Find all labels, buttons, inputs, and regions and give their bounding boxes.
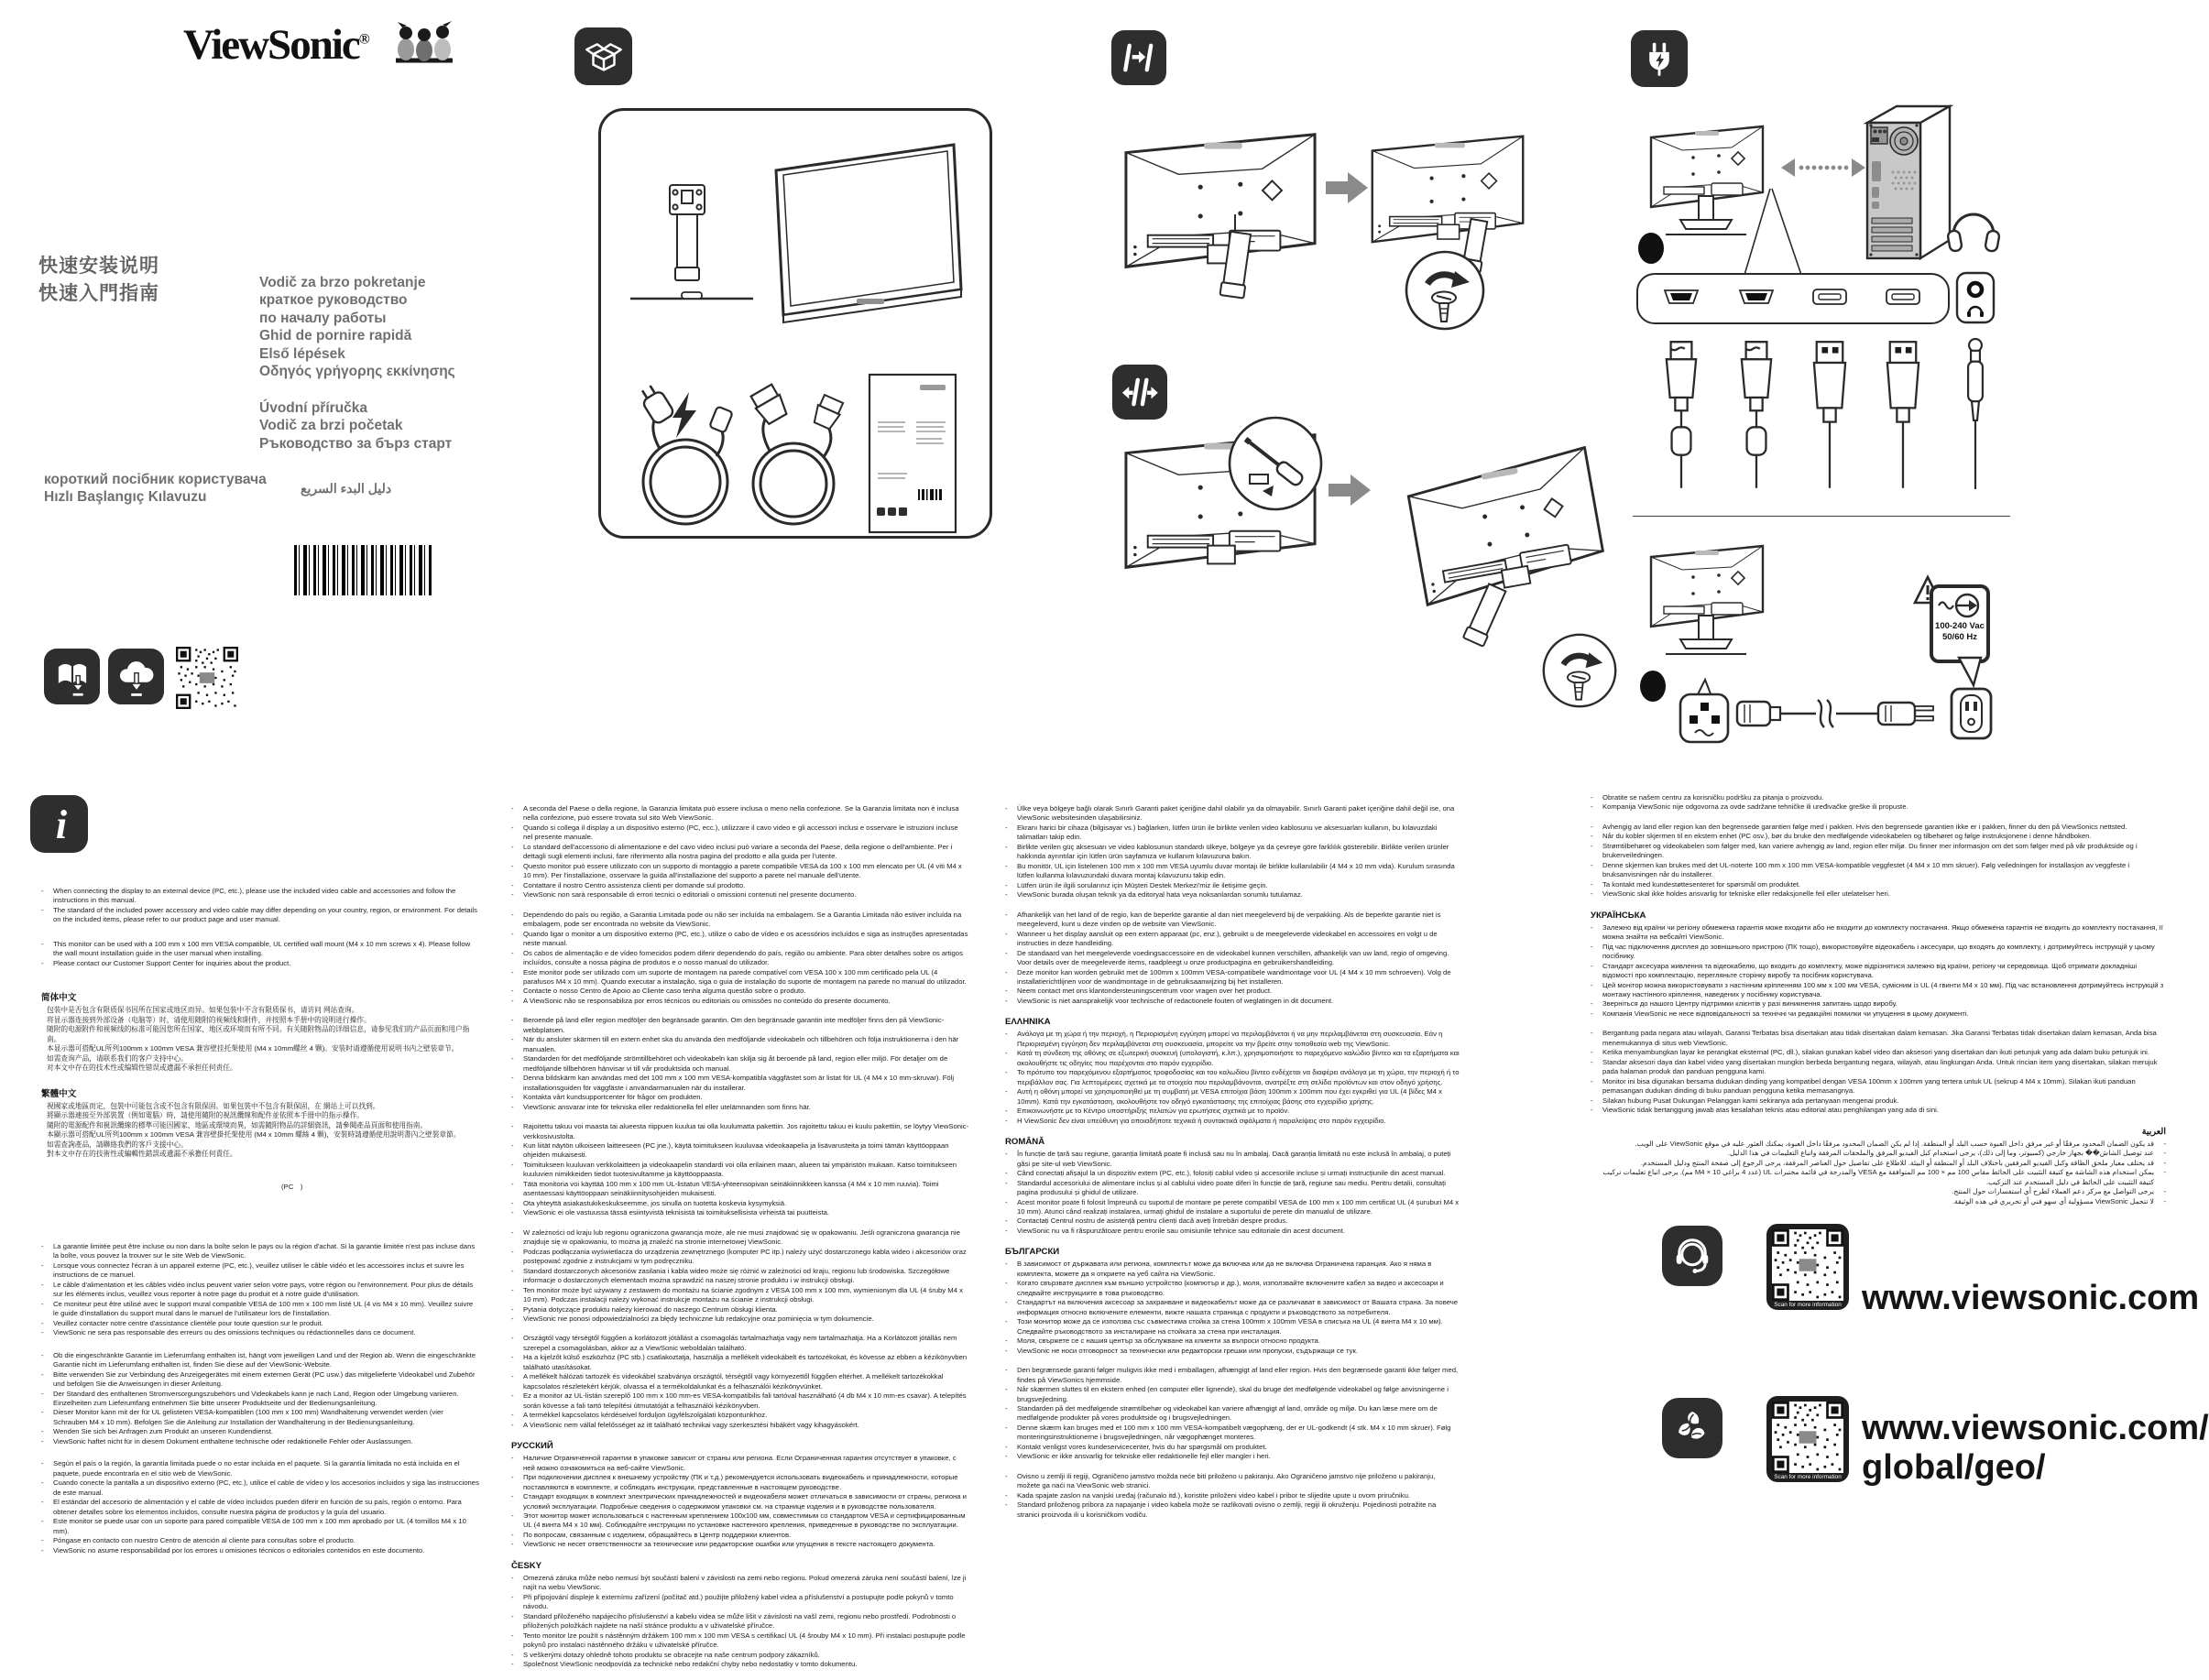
assembly-arrow-2	[1329, 473, 1371, 507]
power-cable-illustration	[632, 383, 737, 535]
note-item: - Този монитор може да се използва със съвместима стойка за стена 100mm x 100mm VESA в списъка на UL (4 винта M4 x 10 мм). Следвайте ръководството за инсталиране на стойката за стена при инсталация.	[1005, 1317, 1443, 1336]
note-item: - Bergantung pada negara atau wilayah, Garansi Terbatas bisa disertakan atau tidak disertakan dalam kemasan. Jika Garansi Terbatas tidak disertakan dalam kemasan, Anda bisa menemukannya di situs web ViewSonic.	[1591, 1029, 2157, 1047]
note-item: - В зависимост от държавата или региона, комплектът може да включва или да не включва Ограничена гаранция. Ако я няма в комплекта, можете да я откриете на уеб сайта на ViewSonic.	[1005, 1260, 1432, 1278]
note-item: - Tätä monitoria voi käyttää 100 mm x 100 mm UL-listatun VESA-yhteensopivan seinäkiinnikkeen kanssa (4 M4 x 10 mm ruuvia). Toimi asentaessasi käyttöoppaan seinäkiinnitysohjeiden mukaisesti.	[511, 1179, 939, 1198]
note-item: - Neem contact met ons klantondersteuningscentrum voor vragen over het product.	[1005, 987, 1273, 996]
url-main: www.viewsonic.com	[1862, 1279, 2200, 1317]
voltage-rating-box	[1930, 584, 1990, 663]
note-item: - Lütfen ürün ile ilgili sorularınız için Müşteri Destek Merkezi'miz ile iletişime geçin.	[1005, 880, 1268, 889]
note-item: - ViewSonic er ikke ansvarlig for tekniske eller redaktionelle fejl eller mangler i heri.	[1005, 1452, 1271, 1461]
note-item: - Při připojování displeje k externímu zařízení (počítač atd.) použijte přiložený kabel videa a příslušenství a postupujte podle pokynů v tomto návodu.	[511, 1592, 954, 1611]
hdmi-cable-coil-illustration	[746, 387, 839, 535]
note-item: - Lorsque vous connectez l'écran à un appareil externe (PC, etc.), veuillez utiliser le câble vidéo et les accessoires inclus et suivre les instructions de ce manuel.	[41, 1260, 465, 1280]
displayport-port-2	[1886, 289, 1920, 305]
detach-stand-icon	[1112, 365, 1167, 420]
screw-detail-circle-1	[1404, 249, 1486, 332]
qr-caption-global: Scan for more information	[1774, 1474, 1842, 1480]
note-item: - Цей монітор можна використовувати з настінним кріпленням 100 мм x 100 мм VESA, сумісним із UL (4 гвинти M4 x 10 мм). Під час встановлення дотримуйтесь інструкцій з монтажу настінного кріплення, наведених у посібнику користувача.	[1591, 980, 2164, 999]
note-item: - Під час підключення дисплея до зовнішнього пристрою (ПК тощо), використовуйте відеокабель і аксесуари, що входять до комплекту, і дотримуйтесь інструкцій у цьому посібнику.	[1591, 942, 2155, 961]
note-item: - A seconda del Paese o della regione, la Garanzia limitata può essere inclusa o meno nella confezione. Se la Garanzia limitata non è inclusa nella confezione, può essere trovata sul sito Web ViewSonic.	[511, 804, 959, 823]
notes-column-4	[1591, 793, 2166, 1216]
note-item: 随附的电源附件和视频线的标准可能因您所在国家、地区或环境而有所不同。有关随附物品的详细信息，请参见我们的产品页面和用户指南。	[47, 1025, 470, 1043]
note-item: - Póngase en contacto con nuestro Centro de atención al cliente para consultas sobre el producto.	[41, 1536, 355, 1545]
note-item: - När du ansluter skärmen till en extern enhet ska du använda den medföljande videokabeln och tillbehören och följa instruktionerna i den här manualen.	[511, 1035, 959, 1053]
note-item: 如需查询产品，请联系我们的客户支持中心。	[47, 1053, 188, 1063]
note-item: - Wenden Sie sich bei Anfragen zum Produkt an unseren Kundendienst.	[41, 1427, 274, 1436]
power-connect-icon	[1631, 30, 1688, 87]
note-item: - يرجى التواصل مع مركز دعم العملاء لطرح أي استفسارات حول المنتج.	[1952, 1187, 2166, 1196]
section-divider	[1633, 516, 2010, 517]
note-item: 本顯示器可搭配UL所列100mm x 100mm VESA 兼容壁掛托架使用 (M4 x 10mm 螺絲 4 顆)，安裝時請遵循使用說明書內之壁裝章節。	[47, 1130, 461, 1140]
pc-tower-illustration	[1860, 103, 1952, 267]
note-item: - Kompanija ViewSonic nije odgovorna za ovde sadržane tehničke ili uređivačke greške ili propuste.	[1591, 802, 1908, 812]
note-item: - По вопросам, связанным с изделием, обращайтесь в Центр поддержки клиентов.	[511, 1530, 792, 1539]
note-item: - Contactați Centrul nostru de asistență pentru clienți dacă aveți întrebări despre produs.	[1005, 1216, 1288, 1226]
note-item: - Ekranı harici bir cihaza (bilgisayar vs.) bağlarken, lütfen ürün ile birlikte verilen video kablosunu ve aksesuarları kullanın, bu kılavuzdaki talimatları takip edin.	[1005, 823, 1438, 842]
notes-german	[41, 1351, 479, 1447]
hdmi-cable-1	[1664, 337, 1699, 493]
note-header-bulgarian: БЪЛГАРСКИ	[1005, 1247, 1060, 1258]
title-zh	[38, 253, 159, 308]
note-item: 将显示器连接到外部设备（电脑等）时，请使用随附的视频线和附件，并按照本手册中的说明进行操作。	[47, 1015, 371, 1024]
note-item: - ViewSonic burada oluşan teknik ya da editoryal hata veya noksanlardan sorumlu tutulamaz.	[1005, 890, 1303, 900]
note-item: - Avhengig av land eller region kan den begrensede garantien følge med i pakken. Hvis den begrensede garantien ikke er i pakken, finner du den på ViewSonics nettsted.	[1591, 822, 2127, 831]
stand-base-illustration	[630, 289, 753, 302]
note-item: - ViewSonic ne sera pas responsable des erreurs ou des omissions techniques ou rédactionnelles dans ce document.	[41, 1328, 416, 1337]
notes-french	[41, 1242, 479, 1338]
note-item: - Η ViewSonic δεν είναι υπεύθυνη για οποιαδήποτε τεχνικά ή συντακτικά σφάλματα ή παραλείψεις στο παρόν εγχειρίδιο.	[1005, 1116, 1386, 1125]
note-item: - Ob die eingeschränkte Garantie im Lieferumfang enthalten ist, hängt vom jeweiligen Land und der Region ab. Wenn die eingeschränkte Garantie nicht im Lieferumfang enthalten ist, finden Sie diese auf der ViewSonic-Website.	[41, 1350, 476, 1369]
note-item: - Standard priloženog pribora za napajanje i video kabela može se razlikovati ovisno o zemlji, regiji ili okruženju. Pojedinosti potražite na stranici proizvoda ili u korisničkom vodiču.	[1005, 1500, 1437, 1519]
note-item: - Ce moniteur peut être utilisé avec le support mural compatible VESA de 100 mm x 100 mm listé UL (4 vis M4 x 10 mm). Veuillez suivre le guide d'installation du support mural dans le manuel de l'utilisateur lors de l'installation.	[41, 1299, 474, 1318]
note-item: - Silakan hubung Pusat Dukungan Pelanggan kami sekiranya ada pertanyaan mengenai produk.	[1591, 1096, 1899, 1105]
title-uk: короткий посібник користувача	[44, 472, 267, 487]
note-item: - Wanneer u het display aansluit op een extern apparaat (pc, enz.), gebruikt u de meegeleverde videokabel en accessoires en volgt u de instructies in deze handleiding.	[1005, 929, 1438, 948]
note-item: - Contacte o nosso Centro de Apoio ao Cliente caso tenha alguma questão sobre o produto.	[511, 987, 806, 996]
screw-detail-circle-2	[1541, 632, 1618, 709]
note-item: - Der Standard des enthaltenen Stromversorgungszubehörs und Videokabels kann je nach Land, Region oder Umgebung variieren. Einzelheiten zum Lieferumfang entnehmen Sie bitte unserer Produktseite und der Bedienungsanleitung.	[41, 1389, 459, 1407]
qr-code-main	[1766, 1224, 1849, 1310]
svg-text:i: i	[55, 802, 68, 847]
note-item: - Cuando conecte la pantalla a un dispositivo externo (PC, etc.), utilice el cable de vídeo y los accesorios incluidos y siga las instrucciones de este manual.	[41, 1478, 479, 1497]
url-global	[1862, 1409, 2209, 1488]
title-zh-traditional: 快速入門指南	[38, 283, 159, 304]
note-item: 將顯示器連接至外部裝置（例如電腦）時，請使用隨附的視訊纜線和配件並依照本手冊中的指示操作。	[47, 1111, 364, 1120]
notes-hungarian	[511, 1334, 969, 1430]
title-ru-1: краткое руководство	[259, 292, 408, 309]
notes-column-2	[511, 804, 969, 1680]
support-headset-icon	[1662, 1226, 1722, 1286]
voltage-line-1: 100-240 Vac	[1935, 621, 1985, 631]
note-item: - Toimitukseen kuuluvan verkkolaitteen ja videokaapelin standardi voi olla erilainen maan, alueen tai ympäristön mukaan. Katso toimitukseen kuuluvien nimikkeiden tiedot tuotesivultamme ja käyttöoppaasta.	[511, 1160, 957, 1179]
notes-portuguese	[511, 911, 969, 1007]
note-item: - ViewSonic non sarà responsabile di errori tecnici o editoriali o omissioni contenuti nel presente documento.	[511, 890, 857, 900]
note-item: 隨附的電源配件和視訊纜線的標準可能因國家、地區或環境而異，如需隨附物品的詳細資訊，請參閱產品頁面和使用指南。	[47, 1120, 428, 1129]
note-item: - Αυτή η οθόνη μπορεί να χρησιμοποιηθεί με τη συμβατή με VESA επιτοίχια βάση 100mm x 100mm που έχει εγκριθεί για UL (4 βίδες M4 x 10mm). Κατά την εγκατάσταση, ακολουθήστε τον οδηγό εγκατάστασης της επιτοίχιας βάσης στο εγχειρίδιο χρήσης.	[1005, 1087, 1442, 1106]
note-item: 如需查詢產品，請聯絡我們的客戶支援中心。	[47, 1140, 188, 1149]
notes-turkish	[1005, 804, 1460, 900]
note-item: - Denne skjermen kan brukes med det UL-noterte 100 mm x 100 mm VESA-kompatible veggfestet (4 M4 x 10 mm skruer). Følg veiledningen for installasjon av veggfeste i bruksanvisningen når du installerer.	[1591, 860, 2130, 879]
note-item: - Bu monitör, UL için listelenen 100 mm x 100 mm VESA uyumlu duvar montajı ile birlikte kullanılabilir (4 M4 x 10 mm vida). Kurulum sırasında lütfen kullanma kılavuzundaki duvara montaj kılavuzunu takip edin.	[1005, 861, 1455, 880]
notes-czech	[511, 1560, 969, 1670]
note-item: - Le câble d'alimentation et les câbles vidéo inclus peuvent varier selon votre pays, votre région ou l'environnement. Pour plus de détails sur les éléments inclus, veuillez vous reporter à notre page du produit et à notre guide d'utilisation.	[41, 1280, 474, 1299]
note-header-ukrainian: УКРАЇНСЬКА	[1591, 910, 1646, 921]
title-ru-2: по началу работы	[259, 310, 387, 326]
note-item: 本显示器可搭配UL所列100mm x 100mm VESA 兼容壁挂托架使用 (M4 x 10mm螺丝 4 颗)。安装时请遵循使用说明书内之壁装章节。	[47, 1044, 459, 1053]
note-item: - Standarden på det medfølgende strømtilbehør og videokabel kan variere afhængigt af land, område og miljø. Du kan læse mere om de medfølgende produkter på vores produktside og i brugsvejledningen.	[1005, 1403, 1438, 1423]
note-item: - Please contact our Customer Support Center for inquiries about the product.	[41, 958, 291, 967]
notes-croatian	[1005, 1472, 1460, 1520]
note-item: - Den begrænsede garanti følger muligvis ikke med i emballagen, afhængigt af land eller region. Hvis den begrænsede garanti ikke følger med, findes på ViewSonics hjemmside.	[1005, 1366, 1459, 1384]
eco-recycle-icon	[1662, 1398, 1722, 1458]
title-hr: Vodič za brzo pokretanje	[259, 275, 426, 290]
notes-english-a	[41, 887, 479, 925]
note-item: - Зверніться до нашого Центру підтримки клієнтів у разі виникнення запитань щодо виробу.	[1591, 999, 1897, 1009]
note-item: - Επικοινωνήστε με το Κέντρο υποστήριξης πελατών για ερωτήσεις σχετικά με το προϊόν.	[1005, 1107, 1290, 1116]
note-item: - Standar aksesori daya dan kabel video yang disertakan mungkin berbeda bergantung negara, wilayah, atau lingkungan Anda. Untuk rincian item yang disertakan, silakan merujuk pada halaman produk dan panduan pengguna kami.	[1591, 1057, 2158, 1076]
note-item: - Tento monitor lze použít s nástěnným držákem 100 mm x 100 mm VESA s certifikací UL (4 šrouby M4 x 10 mm). Při instalaci postupujte podle pokynů pro instalaci nástěnného držáku v uživatelské příručce.	[511, 1631, 966, 1650]
note-item: - A termékkel kapcsolatos kérdéseivel forduljon ügyfélszolgálati központunkhoz.	[511, 1411, 768, 1420]
note-item: 包装中是否包含有限质保书因所在国家或地区而异。如果包装中不含有限质保书，请访问 网站查询。	[47, 1006, 359, 1015]
note-item: - Omezená záruka může nebo nemusí být součástí balení v závislosti na zemi nebo regionu. Pokud omezená záruka není součástí balení, lze ji najít na webu ViewSonic.	[511, 1573, 967, 1592]
note-item: - Κατά τη σύνδεση της οθόνης σε εξωτερική συσκευή (υπολογιστή, κ.λπ.), χρησιμοποιήστε το παρεχόμενο καλώδιο βίντεο και τα εξαρτήματα και ακολουθήστε τις οδηγίες που παρέχονται στο παρόν εγχειρίδιο.	[1005, 1049, 1460, 1067]
note-item: - Ta kontakt med kundestøttesenteret for spørsmål om produktet.	[1591, 879, 1801, 889]
wall-outlet-illustration	[1950, 687, 1993, 740]
note-header-arabic: العربية	[2141, 1126, 2166, 1137]
logo-wordmark: ViewSonic	[183, 21, 359, 69]
note-item: - Этот монитор может использоваться с настенным креплением 100x100 мм, совместимым со стандартом VESA и сертифицированным UL (4 винта M4 x 10 мм). Соблюдайте инструкции по установке настенного крепления, приведенные в руководстве по эксплуатации.	[511, 1511, 966, 1530]
notes-romanian	[1005, 1136, 1460, 1236]
title-language-group-2	[259, 399, 452, 453]
note-item: - عند توصيل الشاش�� بجهاز خارجي (كمبيوتر، وما إلى ذلك)، يرجى استخدام كبل الفيديو المرفق والملحقات المرفقة واتباع التعليمات في هذا الدليل.	[1727, 1149, 2166, 1158]
note-item: - Quando si collega il display a un dispositivo esterno (PC, ecc.), utilizzare il cavo video e gli accessori inclusi e osservare le istruzioni incluse nel presente manuale.	[511, 823, 958, 842]
stand-riser-illustration	[667, 183, 707, 286]
title-bg: Ръководство за бърз старт	[259, 435, 453, 452]
displayport-cable-1	[1812, 337, 1847, 493]
note-item: - Dependendo do país ou região, a Garantia Limitada pode ou não ser incluída na embalagem. Se a Garantia Limitada não estiver incluída na embalagem, pode ser encontrada no website da ViewSonic.	[511, 910, 962, 929]
notes-dutch	[1005, 911, 1460, 1007]
note-item: 視國家或地區而定，包裝中可能包含或不包含有限保固。如果包裝中不包含有限保固，在 網站上可以找到。	[47, 1101, 380, 1110]
note-item: - Стандарт входящих в комплект электрических принадлежностей и видеокабеля может отличаться в зависимости от страны, региона и условий эксплуатации. Подробные сведения о содержимом упаковки см. на странице изделия и в руководстве пользователя.	[511, 1492, 967, 1511]
note-item: 对本文中存在的技术性或编辑性错误或遗漏不承担任何责任。	[47, 1064, 237, 1073]
displayport-port-1	[1812, 289, 1847, 305]
note-item: - Ovisno u zemlji ili regiji, Ograničeno jamstvo možda neće biti priloženo u pakiranju. Ako Ograničeno jamstvo nije priloženo u pakiranju, možete ga naći na ViewSonic web stranici.	[1005, 1471, 1436, 1490]
step-dot-2	[1640, 671, 1666, 702]
notes-bulgarian	[1005, 1246, 1460, 1356]
note-header-russian: РУССКИЙ	[511, 1441, 553, 1452]
power-cord-illustration	[1679, 676, 1950, 747]
hdmi-port-2	[1739, 289, 1774, 304]
note-item: - Standarden för det medföljande strömtillbehöret och videokabeln kan skilja sig åt beroende på land, region eller miljö. För detaljer om de medföljande tillbehören hänvisar vi till vår produktsida och manual.	[511, 1054, 948, 1073]
logo-birds-icon	[394, 16, 454, 68]
note-item: - El estándar del accesorio de alimentación y el cable de vídeo incluidos pueden diferir en función de su país, región o entorno. Para obtener detalles sobre los elementos incluidos, consulte nuestra página de productos y la guía del usuario.	[41, 1498, 462, 1516]
audio-port-tile	[1955, 271, 1996, 324]
notes-pc-fragment: (PC )	[281, 1183, 303, 1192]
note-item: - Bitte verwenden Sie zur Verbindung des Anzeigegerätes mit einem externen Gerät (PC usw.) das mitgelieferte Videokabel und Zubehör und befolgen Sie die Anweisungen in dieser Anleitung.	[41, 1369, 476, 1389]
url-global-line1: www.viewsonic.com/	[1862, 1409, 2209, 1447]
notes-spanish	[41, 1459, 479, 1555]
note-item: - Deze monitor kan worden gebruikt met de 100mm x 100mm VESA-compatibele wandmontage voor UL (4 M4 x 10 mm schroeven). Volg de installatierichtlijnen voor de wandmontage in de gebruiksaanwijzing bij het installeren.	[1005, 967, 1451, 986]
step-dot-1	[1638, 233, 1664, 264]
note-item: - Ez a monitor az UL-listán szereplő 100 mm x 100 mm-es VESA-kompatibilis fali tartóval használható (4 db M4 x 10 mm-es csavar). A telepítés során kövesse a fali tartó telepítési útmutatóját a felhasználói kézikönyvben.	[511, 1391, 967, 1410]
note-item: - ViewSonic is niet aansprakelijk voor technische of redactionele fouten of weglatingen in dit document.	[1005, 996, 1334, 1005]
manual-download-icon	[44, 649, 100, 704]
note-item: - Компанія ViewSonic не несе відповідальності за технічні чи редакційні помилки чи упущення в цьому документі.	[1591, 1009, 1969, 1018]
notes-danish	[1005, 1366, 1460, 1462]
notes-indonesian	[1591, 1029, 2166, 1115]
info-icon	[30, 795, 88, 853]
notes-norwegian	[1591, 823, 2166, 900]
note-item: - Según el país o la región, la garantía limitada puede o no estar incluida en el paquete. Si la garantía limitada no está incluida en el paquete, puede encontrarla en el sitio web de ViewSonic.	[41, 1459, 460, 1478]
note-item: - ViewSonic haftet nicht für in diesem Dokument enthaltene technische oder redaktionelle Fehler oder Auslassungen.	[41, 1436, 413, 1445]
barcode	[294, 545, 433, 595]
note-item: - Denne skærm kan bruges med et 100 mm x 100 mm VESA-kompatibelt vægophæng, der er UL-godkendt (4 stk. M4 x 10 mm skruer). Følg monteringsinstruktionerne i brugsvejledningen, når vægophænget monteres.	[1005, 1423, 1451, 1442]
notes-column-3	[1005, 804, 1460, 1530]
info-qr-code	[176, 647, 238, 709]
notes-english-b	[41, 940, 479, 968]
note-item: - S veškerými dotazy ohledně tohoto produktu se obracejte na naše centrum podpory zákazníků.	[511, 1650, 820, 1659]
note-item: - Наличие Ограниченной гарантии в упаковке зависит от страны или региона. Если Ограниченная гарантия отсутствует в упаковке, с ней можно ознакомиться на веб-сайте ViewSonic.	[511, 1454, 957, 1472]
note-item: - Lo standard dell'accessorio di alimentazione e del cavo video inclusi può variare a seconda del Paese, della regione o dell'ambiente. Per i dettagli sugli elementi inclusi, fare riferimento alla nostra pagina del prodotto e alla guida per l'utente.	[511, 842, 953, 861]
note-header-greek: ΕΛΛΗΝΙΚΑ	[1005, 1017, 1051, 1028]
note-item: - Acest monitor poate fi folosit împreună cu suportul de montare pe perete compatibil VESA de 100 mm x 100 mm certificat UL (4 șuruburi M4 x 10 mm). Atunci când realizați instalarea, urmați ghidul de instalare a suportului de perete din manualul de utilizare.	[1005, 1197, 1460, 1216]
qr-code-global	[1766, 1396, 1849, 1482]
note-item: - Országtól vagy térségtől függően a korlátozott jótállást a csomagolás tartalmazhatja vagy nem tartalmazhatja. Ha a Korlátozott jótállás nem szerepel a csomagolásban, akkor az a ViewSonic weboldalán található.	[511, 1334, 957, 1352]
hdmi-cable-2	[1739, 337, 1774, 493]
note-item: - Este monitor se puede usar con un soporte para pared compatible VESA de 100 mm x 100 mm aprobado por UL (4 tornillos M4 x 10 mm).	[41, 1517, 466, 1535]
note-item: - Společnost ViewSonic neodpovídá za technické nebo redakční chyby nebo nedostatky v tomto dokumentu.	[511, 1660, 858, 1669]
note-item: - Podczas podłączania wyświetlacza do urządzenia zewnętrznego (komputer PC itp.) należy użyć dostarczonego kabla wideo i akcesoriów oraz postępować zgodnie z instrukcjami w tym podręczniku.	[511, 1247, 967, 1266]
note-item: - Стандартът на включения аксесоар за захранване и видеокабелът може да се различават в зависимост от Вашата страна. За повече информация относно включените елементи, вижте нашата страница с продукти и ръководството за потребителя.	[1005, 1298, 1459, 1316]
title-tr: Hızlı Başlangıç Kılavuzu	[44, 489, 207, 506]
note-item: - قد يكون الضمان المحدود مرفقًا أو غير مرفق داخل العبوة حسب البلد أو المنطقة. إذا لم يكن الضمان المحدود مرفقًا داخل العبوة، يمكنك العثور عليه في موقع ViewSonic على الويب.	[1635, 1139, 2166, 1148]
note-item: - Kada spajate zaslon na vanjski uređaj (računalo itd.), koristite priloženi video kabel i pribor te slijedite upute u ovom priručniku.	[1005, 1490, 1411, 1500]
attach-stand-icon	[1111, 30, 1166, 85]
assembly-step1-stand	[1217, 231, 1253, 315]
note-item: - Birlikte verilen güç aksesuarı ve video kablosunun standardı ülkeye, bölgeye ya da çevreye göre farklılık gösterebilir. Birlikte verilen ürünler hakkında ayrıntılar için lütfen ürün sayfamıza ve kullanım kılavuzuna bakın.	[1005, 842, 1449, 861]
note-item: - Dieser Monitor kann mit der für UL gelisteten VESA-kompatiblen (100 mm x 100 mm) Wandhalterung verwendet werden (vier Schrauben M4 x 10 mm). Befolgen Sie die Anleitung zur Installation der Wandhalterung in der Bedienungsanleitung.	[41, 1408, 443, 1426]
note-item: - De standaard van het meegeleverde voedingsaccessoire en de videokabel kunnen verschillen, afhankelijk van uw land, regio of omgeving. Voor details over de meegeleverde items, raadpleegt u onze productpagina en gebruikershandleiding.	[1005, 948, 1449, 967]
note-item: - ViewSonic skal ikke holdes ansvarlig for tekniske eller redaksjonelle feil eller utelatelser heri.	[1591, 889, 1890, 899]
note-item: - Når skærmen sluttes til en ekstern enhed (en computer eller lignende), skal du bruge det medfølgende videokabel og følge anvisningerne i brugsvejledning.	[1005, 1385, 1449, 1403]
note-item: - Când conectați afișajul la un dispozitiv extern (PC, etc.), folosiți cablul video și accesoriile incluse și urmați instrucțiunile din acest manual.	[1005, 1169, 1446, 1178]
notes-arabic	[1591, 1126, 2166, 1206]
title-ro: Ghid de pornire rapidă	[259, 328, 412, 344]
note-item: - A mellékelt hálózati tartozék és videokábel szabványa országtól, térségtől vagy környezettől függően eltérhet. A mellékelt tartozékokkal kapcsolatos részletekért kérjük, olvassa el a termékoldalunkat és a felhasználói kézikönyvünket.	[511, 1372, 944, 1391]
notes-chinese-simplified	[41, 992, 479, 1073]
notes-italian	[511, 804, 969, 900]
note-item: - When connecting the display to an external device (PC, etc.), please use the included video cable and accessories and follow the instructions in this manual.	[41, 887, 456, 905]
ac-input-icon	[1936, 590, 1984, 621]
note-item: - Monitor ini bisa digunakan bersama dudukan dinding yang kompatibel dengan VESA 100mm x 100mm yang tertera untuk UL (sekrup 4 M4 x 10mm). Silakan ikuti panduan pemasangan dudukan dinding di buku panduan pengguna ketika memasangnya.	[1591, 1076, 2136, 1096]
note-item: - Ha a kijelzőt külső eszközhöz (PC stb.) csatlakoztatja, használja a mellékelt videokábelt és tartozékokat, és kövesse az ebben a kézikönyvben található utasításokat.	[511, 1353, 968, 1371]
note-item: - لا تتحمل ViewSonic مسؤولية أي سهو فني أو تحريري في هذه الوثيقة.	[1952, 1196, 2166, 1205]
notes-polish	[511, 1228, 969, 1325]
voltage-box-pointer	[1957, 656, 1983, 687]
headphones-illustration	[1946, 198, 2001, 255]
note-item: 對本文中存在的技術性或編輯性錯誤或遺漏不承擔任何責任。	[47, 1150, 237, 1158]
title-arabic: دليل البدء السريع	[301, 481, 392, 496]
note-item: - Kontakt venligst vores kundeservicecenter, hvis du har spørgsmål om produktet.	[1005, 1442, 1267, 1451]
note-item: - A ViewSonic nem vállal felelősséget az itt található technikai vagy szerkesztési hibákért vagy kihagyásokért.	[511, 1420, 859, 1429]
notes-greek	[1005, 1016, 1460, 1126]
note-item: - ViewSonic nie ponosi odpowiedzialności za błędy techniczne lub redakcyjne oraz pominięcia w tym dokumencie.	[511, 1314, 874, 1323]
ports-callout-lines	[1739, 187, 1805, 275]
note-item: - Afhankelijk van het land of de regio, kan de beperkte garantie al dan niet meegeleverd bij de verpakking. Als de beperkte garantie niet is meegeleverd, kunt u deze vinden op de website van ViewSonic.	[1005, 910, 1441, 929]
notes-russian	[511, 1440, 969, 1550]
note-item: - Ten monitor może być używany z zestawem do montażu na ścianie zgodnym z VESA 100 mm x 100 mm, wymienionym dla UL (4 śruby M4 x 10 mm). Podczas instalacji należy wykonać instrukcje montażu na ścianie z instrukcji obsługi.	[511, 1285, 963, 1304]
notes-column-1	[41, 887, 479, 1565]
note-item: - Моля, свържете се с нашия център за обслужване на клиенти за въпроси относно продукта.	[1005, 1336, 1320, 1346]
note-item: - ViewSonic tidak bertanggung jawab atas kesalahan teknis atau editorial atau penghilangan yang ada di sini.	[1591, 1106, 1939, 1115]
notes-swedish	[511, 1016, 969, 1112]
note-item: - A ViewSonic não se responsabiliza por erros técnicos ou editoriais ou omissões no conteúdo do presente documento.	[511, 996, 891, 1005]
note-item: - Når du kobler skjermen til en ekstern enhet (PC osv.), bør du bruke den medfølgende videokabelen og tilbehøret og følge instruksjonene i denne håndboken.	[1591, 832, 2092, 841]
note-item: - ViewSonic ei ole vastuussa tässä esiintyvistä teknisistä tai toimituksellisista virheistä tai puutteista.	[511, 1208, 829, 1217]
note-item: - Ota yhteyttä asiakastukikeskukseemme, jos sinulla on tuotetta koskevia kysymyksiä.	[511, 1198, 787, 1207]
assembly-arrow-1	[1326, 170, 1368, 205]
notes-serbian	[1591, 793, 2166, 813]
note-item: - Kontakta vårt kundsupportcenter för frågor om produkten.	[511, 1093, 703, 1102]
note-item: - Questo monitor può essere utilizzato con un supporto di montaggio a parete compatibile VESA da 100 x 100 mm elencato per UL (4 viti M4 x 10 mm). Per l'installazione, osservare la guida all'installazione del supporto a parete nel manuale dell'utente.	[511, 861, 962, 880]
disassembly-step2-monitor	[1411, 456, 1603, 608]
screwdriver-detail-circle	[1226, 414, 1325, 513]
title-hr2: Vodič za brzi početak	[259, 418, 403, 434]
note-item: - ViewSonic не несет ответственности за технические или редакторские ошибки или упущения в тексте настоящего документа.	[511, 1540, 935, 1549]
note-item: - Standard dostarczonych akcesoriów zasilania i kabla wideo może się różnić w zależności od kraju, regionu lub środowiska. Szczegółowe informacje o dostarczonych elementach można sprawdzić na naszej stronie produktu i w instrukcji obsługi.	[511, 1266, 950, 1285]
title-el: Οδηγός γρήγορης εκκίνησης	[259, 364, 455, 380]
note-header-romanian: ROMÂNĂ	[1005, 1137, 1045, 1148]
note-item: - قد يختلف معيار ملحق الطاقة وكبل الفيديو المرفقين باختلاف البلد أو المنطقة أو البيئة. للاطلاع على تفاصيل حول العناصر المرفقة، يرجى الرجوع إلى صفحة المنتج ودليل المستخدم.	[1640, 1158, 2166, 1167]
note-item: - Το πρότυπο του παρεχόμενου εξαρτήματος τροφοδοσίας και του καλωδίου βίντεο ενδέχεται να διαφέρει ανάλογα με τη χώρα, την περιοχή ή το περιβάλλον σας. Για λεπτομέρειες σχετικά με τα στοιχεία που περιλαμβάνονται, ανατρέξτε στη σελίδα προϊόντων και στον οδηγό χρήσης.	[1005, 1068, 1460, 1086]
note-item: - Strømtilbehøret og videokabelen som følger med, kan variere avhengig av land, region eller miljø. Du finner mer informasjon om det som følger med på vår produktside og i brukerveiledningen.	[1591, 841, 2138, 860]
connection-dotted-arrow	[1781, 156, 1865, 180]
unboxing-icon	[574, 27, 632, 85]
note-item: - Ülke veya bölgeye bağlı olarak Sınırlı Garanti paket içeriğine dahil olabilir ya da olmayabilir. Sınırlı Garanti paket içeriğine dahil değil ise, ona ViewSonic websitesinden ulaşabilirsiniz.	[1005, 804, 1455, 823]
note-item: - ViewSonic no asume responsabilidad por los errores u omisiones técnicos o editoriales contenidos en este documento.	[41, 1545, 425, 1555]
note-item: - Kun liität näytön ulkoiseen laitteeseen (PC jne.), käytä toimitukseen kuuluvaa videokaapelia ja lisävarusteita ja toimi tämän käyttöoppaan ohjeiden mukaisesti.	[511, 1141, 949, 1160]
note-item: - Ketika menyambungkan layar ke perangkat eksternal (PC, dll.), silakan gunakan kabel video dan aksesori yang disertakan dan ikuti petunjuk yang ada dalam buku petunjuk ini.	[1591, 1048, 2149, 1057]
displayport-cable-2	[1886, 337, 1920, 493]
note-item: - ViewSonic ansvarar inte för tekniska eller redaktionella fel eller utelämnanden som finns här.	[511, 1102, 811, 1111]
notes-ukrainian	[1591, 910, 2166, 1020]
note-item: - Когато свързвате дисплея към външно устройство (компютър и др.), моля, използвайте включените кабел за видео и аксесоари и следвайте инструкциите в това ръководство.	[1005, 1279, 1444, 1297]
note-item: - În funcție de țară sau regiune, garanția limitată poate fi inclusă sau nu în ambalaj. Dacă garanția limitată nu este inclusă în ambalaj, o puteți găsi pe site-ul web ViewSonic.	[1005, 1150, 1451, 1168]
title-zh-simplified: 快速安装说明	[38, 256, 159, 277]
note-item: - Pytania dotyczące produktu należy kierować do naszego Centrum obsługi klienta.	[511, 1304, 778, 1314]
voltage-line-2: 50/60 Hz	[1941, 631, 1978, 642]
note-item: - Rajoitettu takuu voi maasta tai alueesta riippuen kuulua tai olla kuulumatta pakettiin. Jos rajoitettu takuu ei kuulu pakettiin, se löytyy ViewSonic-verkkosivustolta.	[511, 1122, 969, 1140]
disassembly-detached-stand	[1464, 583, 1501, 660]
note-item: - ViewSonic nu va fi răspunzătoare pentru erorile sau omisiunile tehnice sau editoriale din acest document.	[1005, 1226, 1345, 1235]
power-monitor-rear	[1647, 542, 1766, 667]
title-language-group-1	[259, 274, 455, 380]
note-header-czech: ČESKY	[511, 1560, 542, 1571]
note-item: - This monitor can be used with a 100 mm x 100 mm VESA compatible, UL certified wall mount (M4 x 10 mm screws x 4). Please follow the wall mount installation guide in the user manual when installing.	[41, 939, 471, 958]
hdmi-port-1	[1664, 289, 1699, 304]
note-item: - La garantie limitée peut être incluse ou non dans la boîte selon le pays ou la région d'achat. Si la garantie limitée n'est pas incluse dans la boîte, vous pouvez la trouver sur le site Web de ViewSonic.	[41, 1241, 476, 1260]
quick-start-guide-illustration	[869, 374, 957, 533]
viewsonic-logo	[183, 20, 368, 70]
note-item: - W zależności od kraju lub regionu ograniczona gwarancja może, ale nie musi znajdować się w opakowaniu. Jeśli ograniczona gwarancja nie znajduje się w opakowaniu, to można ją znaleźć na stronie internetowej ViewSonic.	[511, 1227, 960, 1247]
note-item: - Standard přiloženého napájecího příslušenství a kabelu videa se může lišit v závislosti na vaší zemi, regionu nebo prostředí. Podrobnosti o přiložených položkách najdete na naší stránce produktu a v uživatelské příručce.	[511, 1611, 957, 1631]
note-item: - Os cabos de alimentação e de vídeo fornecidos podem diferir dependendo do país, região ou ambiente. Para obter detalhes sobre os artigos incluídos, consulte a nossa página de produtos e o nosso manual do utilizador.	[511, 948, 963, 967]
note-item: - Стандарт аксесуара живлення та відеокабелю, що входить до комплекту, може відрізнятися залежно від країни, регіону чи середовища. Щоб отримати докладніші відомості про комплектацію, перегляньте сторінку виробу та посібник користувача.	[1591, 961, 2138, 980]
notes-chinese-traditional	[41, 1088, 479, 1160]
logo-registered-mark: ®	[358, 31, 368, 48]
monitor-illustration	[772, 143, 963, 321]
note-item: - При подключении дисплея к внешнему устройству (ПК и т.д.) рекомендуется использовать видеокабель и принадлежности, которые поставляются в комплекте, и соблюдать инструкции, представленные в настоящем руководстве.	[511, 1473, 958, 1491]
note-item: - Beroende på land eller region medföljer den begränsade garantin. Om den begränsade garantin inte medföljer finns den på ViewSonic-webbplatsen.	[511, 1016, 945, 1034]
note-item: - Obratite se našem centru za korisničku podršku za pitanja o proizvodu.	[1591, 793, 1824, 802]
title-language-group-3	[44, 471, 267, 507]
note-item: - Este monitor pode ser utilizado com um suporte de montagem na parede compatível com VESA 100 x 100 mm certificado pela UL (4 parafusos M4 x 10 mm). Quando executar a instalação, siga o guia de instalação do suporte de montagem na parede no manual do utilizador.	[511, 967, 967, 986]
url-global-line2: global/geo/	[1862, 1448, 2046, 1487]
title-hu: Első lépések	[259, 345, 345, 362]
note-item: - Denna bildskärm kan användas med det 100 mm x 100 mm VESA-kompatibla väggfästet som är listat för UL (4 M4 x 10 mm-skruvar). Följ installationsguiden för väggfäste i användarmanualen när du installerar.	[511, 1074, 955, 1092]
assembly-step2-monitor	[1368, 131, 1527, 257]
qr-caption-main: Scan for more information	[1774, 1302, 1842, 1308]
note-item: - ViewSonic не носи отговорност за технически или редакторски грешки или пропуски, съдържащи се тук.	[1005, 1346, 1359, 1355]
title-cs: Úvodní příručka	[259, 400, 367, 416]
note-item: - Standardul accesoriului de alimentare inclus și al cablului video poate diferi în funcție de țară, regiune sau mediu. Pentru detalii, consultați pagina produsului și ghidul de utilizare.	[1005, 1178, 1446, 1197]
note-item: - Залежно від країни чи регіону обмежена гарантія може входити або не входити до комплекту постачання. Якщо обмежена гарантія не входить до комплекту постачання, її можна знайти на вебсайті ViewSonic.	[1591, 922, 2163, 942]
note-item: - The standard of the included power accessory and video cable may differ depending on your country, region, or environment. For details on the included items, please refer to our product page and user manual.	[41, 905, 477, 924]
notes-finnish	[511, 1122, 969, 1218]
note-header-zh-cn: 简体中文	[41, 993, 77, 1004]
cloud-download-icon	[108, 649, 164, 704]
note-item: - Quando ligar o monitor a um dispositivo externo (PC, etc.), utilize o cabo de vídeo e os acessórios incluídos e siga as instruções apresentadas neste manual.	[511, 929, 968, 948]
note-item: - يمكن استخدام هذه الشاشة مع كتيفة التثبيت على الحائط مقاس 100 مم × 100 مم المتوافقة مع VESA والمدرجة في قائمة مختبرات UL (عدد 4 براغي M4 × 10 مم). يرجى اتباع تعليمات تركيب كتيفة التثبيت على الحائط في دليل المستخدم عند التركيب.	[1602, 1168, 2166, 1186]
note-item: - Contattare il nostro Centro assistenza clienti per domande sul prodotto.	[511, 880, 746, 889]
audio-cable	[1964, 337, 1986, 491]
note-item: - Ανάλογα με τη χώρα ή την περιοχή, η Περιορισμένη εγγύηση μπορεί να περιλαμβάνεται ή να μην περιλαμβάνεται στη συσκευασία. Εάν η Περιορισμένη εγγύηση δεν περιλαμβάνεται στη συσκευασία, μπορείτε να την βρείτε στην τοποθεσία web της ViewSonic.	[1005, 1030, 1443, 1048]
note-header-zh-tw: 繁體中文	[41, 1088, 77, 1099]
note-item: - Veuillez contacter notre centre d'assistance clientèle pour toute question sur le produit.	[41, 1318, 323, 1327]
